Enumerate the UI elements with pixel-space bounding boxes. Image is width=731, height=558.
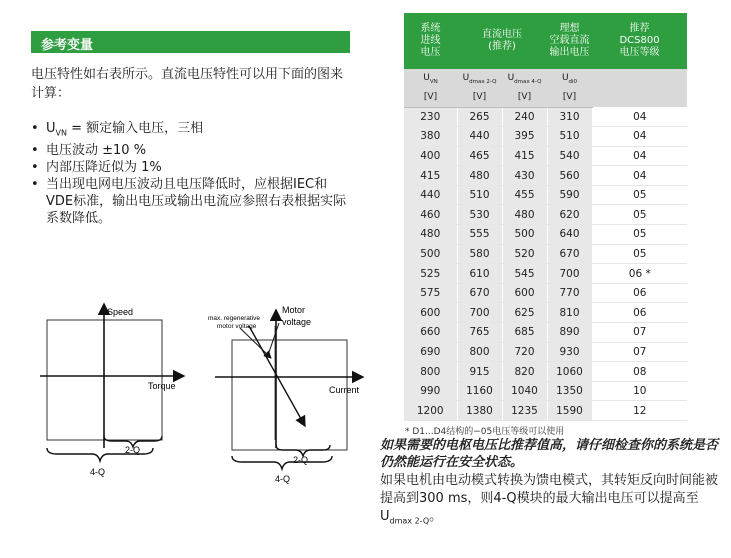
- table-cell: 560: [547, 166, 592, 186]
- table-cell: 04: [592, 127, 687, 147]
- table-cell: 800: [404, 362, 457, 382]
- bullet-item: [31, 120, 350, 142]
- table-cell: 555: [457, 225, 502, 245]
- table-cell: 525: [404, 264, 457, 284]
- unit-symbol: $U_{dmax 2-Q}$: [457, 69, 502, 88]
- label-2q: 2-Q: [293, 455, 309, 465]
- table-cell: 415: [502, 146, 547, 166]
- table-cell: 06: [592, 283, 687, 303]
- table-cell: 500: [404, 244, 457, 264]
- table-row: [404, 185, 687, 205]
- table-row: [404, 127, 687, 147]
- label-4q: 4-Q: [90, 467, 106, 477]
- voltage-table: [404, 13, 687, 421]
- max-regen-label-1: max. regenerative: [208, 315, 261, 322]
- table-cell: 915: [457, 362, 502, 382]
- para-text: 如果电机由电动模式转换为馈电模式，其转矩反向时间能被提高到300 ms，则4-Q模块的最大输出电压可以提高至U: [380, 473, 719, 524]
- table-cell: 720: [502, 342, 547, 362]
- table-cell: 685: [502, 323, 547, 343]
- table-cell: 460: [404, 205, 457, 225]
- speed-label: Speed: [107, 307, 134, 317]
- bullet-item: [31, 142, 350, 159]
- table-row: [404, 323, 687, 343]
- label-2q: 2-Q: [125, 445, 141, 455]
- table-cell: 600: [404, 303, 457, 323]
- table-cell: 06: [592, 303, 687, 323]
- bullet-text: U: [46, 121, 56, 136]
- table-cell: 520: [502, 244, 547, 264]
- table-cell: 480: [457, 166, 502, 186]
- table-cell: 380: [404, 127, 457, 147]
- table-cell: 04: [592, 107, 687, 127]
- section-heading: 参考变量: [31, 31, 350, 53]
- regen-pointer: [240, 328, 271, 358]
- table-cell: 1160: [457, 381, 502, 401]
- table-cell: 625: [502, 303, 547, 323]
- table-cell: 660: [404, 323, 457, 343]
- table-cell: 395: [502, 127, 547, 147]
- unit-v: [V]: [547, 88, 592, 107]
- table-cell: 620: [547, 205, 592, 225]
- table-cell: 690: [404, 342, 457, 362]
- table-cell: 575: [404, 283, 457, 303]
- table-row: [404, 303, 687, 323]
- table-row: [404, 166, 687, 186]
- bullet-text: 内部压降近似为 1%: [46, 159, 162, 175]
- table-cell: 07: [592, 323, 687, 343]
- table-cell: 1380: [457, 401, 502, 421]
- brace-4q: [232, 456, 332, 469]
- table-cell: 05: [592, 225, 687, 245]
- table-cell: 580: [457, 244, 502, 264]
- table-cell: 890: [547, 323, 592, 343]
- table-cell: 1350: [547, 381, 592, 401]
- table-cell: 640: [547, 225, 592, 245]
- para-sub: dmax 2-Q: [389, 516, 430, 526]
- table-cell: 800: [457, 342, 502, 362]
- table-cell: 700: [547, 264, 592, 284]
- bullet-item: [31, 159, 350, 176]
- table-cell: 590: [547, 185, 592, 205]
- bullet-list: [31, 120, 350, 227]
- table-header-row: [404, 13, 687, 69]
- table-cell: 670: [547, 244, 592, 264]
- table-cell: 545: [502, 264, 547, 284]
- header-system-voltage: 系统 进线 电压: [404, 13, 457, 69]
- table-cell: 765: [457, 323, 502, 343]
- unit-v: [V]: [457, 88, 502, 107]
- header-dc-voltage: 直流电压 (推荐): [457, 13, 547, 69]
- table-cell: 670: [457, 283, 502, 303]
- table-row: [404, 107, 687, 127]
- motor-label-2: voltage: [282, 317, 312, 327]
- table-units-row: [404, 69, 687, 88]
- label-4q: 4-Q: [275, 474, 291, 484]
- table-cell: 600: [502, 283, 547, 303]
- table-cell: 310: [547, 107, 592, 127]
- table-row: [404, 244, 687, 264]
- table-cell: 05: [592, 185, 687, 205]
- table-row: [404, 381, 687, 401]
- unit-symbol: $U_{di0}$: [547, 69, 592, 88]
- table-cell: 610: [457, 264, 502, 284]
- table-cell: 440: [457, 127, 502, 147]
- table-cell: 04: [592, 146, 687, 166]
- table-cell: 440: [404, 185, 457, 205]
- unit-v: [V]: [502, 88, 547, 107]
- table-cell: 480: [404, 225, 457, 245]
- table-cell: 04: [592, 166, 687, 186]
- table-cell: 480: [502, 205, 547, 225]
- table-cell: 500: [502, 225, 547, 245]
- table-cell: 540: [547, 146, 592, 166]
- max-regen-label-2: motor voltage: [217, 323, 257, 330]
- table-row: [404, 401, 687, 421]
- table-cell: 810: [547, 303, 592, 323]
- table-cell: 05: [592, 205, 687, 225]
- torque-label: Torque: [148, 381, 176, 391]
- table-cell: 07: [592, 342, 687, 362]
- bullet-text: 当出现电网电压波动且电压降低时，应根据IEC和VDE标准，输出电压或输出电流应参照右表根据实际系数降低。: [46, 176, 347, 226]
- table-row: [404, 264, 687, 284]
- para-text: 。: [429, 509, 443, 524]
- bullet-text: 电压波动 ±10 %: [46, 142, 147, 158]
- speed-torque-diagram: [30, 298, 200, 478]
- table-cell: 1200: [404, 401, 457, 421]
- bullet-sub: VN: [55, 128, 67, 138]
- motor-voltage-line: [249, 326, 305, 426]
- table-cell: 12: [592, 401, 687, 421]
- table-cell: 1590: [547, 401, 592, 421]
- table-row: [404, 146, 687, 166]
- table-cell: 770: [547, 283, 592, 303]
- header-ideal-voltage: 理想 空载直流 输出电压: [547, 13, 592, 69]
- unit-symbol: $U_{dmax 4-Q}$: [502, 69, 547, 88]
- table-cell: 240: [502, 107, 547, 127]
- current-label: Current: [329, 385, 360, 395]
- table-cell: 10: [592, 381, 687, 401]
- table-cell: 455: [502, 185, 547, 205]
- body-paragraph: [380, 472, 720, 531]
- table-cell: 415: [404, 166, 457, 186]
- intro-text: 电压特性如右表所示。直流电压特性可以用下面的图来计算：: [31, 67, 344, 101]
- table-footnote: * D1...D4结构的−05电压等级可以使用: [405, 427, 565, 437]
- table-cell: 430: [502, 166, 547, 186]
- unit-v: [V]: [404, 88, 457, 107]
- table-cell: 06 *: [592, 264, 687, 284]
- table-cell: 700: [457, 303, 502, 323]
- table-cell: 230: [404, 107, 457, 127]
- table-cell: 1235: [502, 401, 547, 421]
- table-cell: 510: [457, 185, 502, 205]
- table-cell: 510: [547, 127, 592, 147]
- table-row: [404, 225, 687, 245]
- table-cell: 930: [547, 342, 592, 362]
- bullet-item: [31, 176, 350, 227]
- bullet-text: = 额定输入电压，三相: [66, 121, 204, 136]
- table-cell: 05: [592, 244, 687, 264]
- table-cell: 265: [457, 107, 502, 127]
- voltage-current-diagram: [205, 298, 370, 488]
- unit-blank: [592, 69, 687, 107]
- header-voltage-class: 推荐 DCS800 电压等级: [592, 13, 687, 69]
- warning-note: 如果需要的电枢电压比推荐值高，请仔细检查你的系统是否仍然能运行在安全状态。: [380, 438, 719, 470]
- unit-symbol: $U_{VN}$: [404, 69, 457, 88]
- table-row: [404, 342, 687, 362]
- table-row: [404, 283, 687, 303]
- table-cell: 1060: [547, 362, 592, 382]
- motor-label-1: Motor: [282, 305, 306, 315]
- table-cell: 820: [502, 362, 547, 382]
- table-row: [404, 205, 687, 225]
- table-row: [404, 362, 687, 382]
- table-cell: 400: [404, 146, 457, 166]
- table-cell: 465: [457, 146, 502, 166]
- table-cell: 08: [592, 362, 687, 382]
- table-cell: 990: [404, 381, 457, 401]
- table-cell: 1040: [502, 381, 547, 401]
- table-cell: 530: [457, 205, 502, 225]
- quadrant-box: [232, 340, 347, 450]
